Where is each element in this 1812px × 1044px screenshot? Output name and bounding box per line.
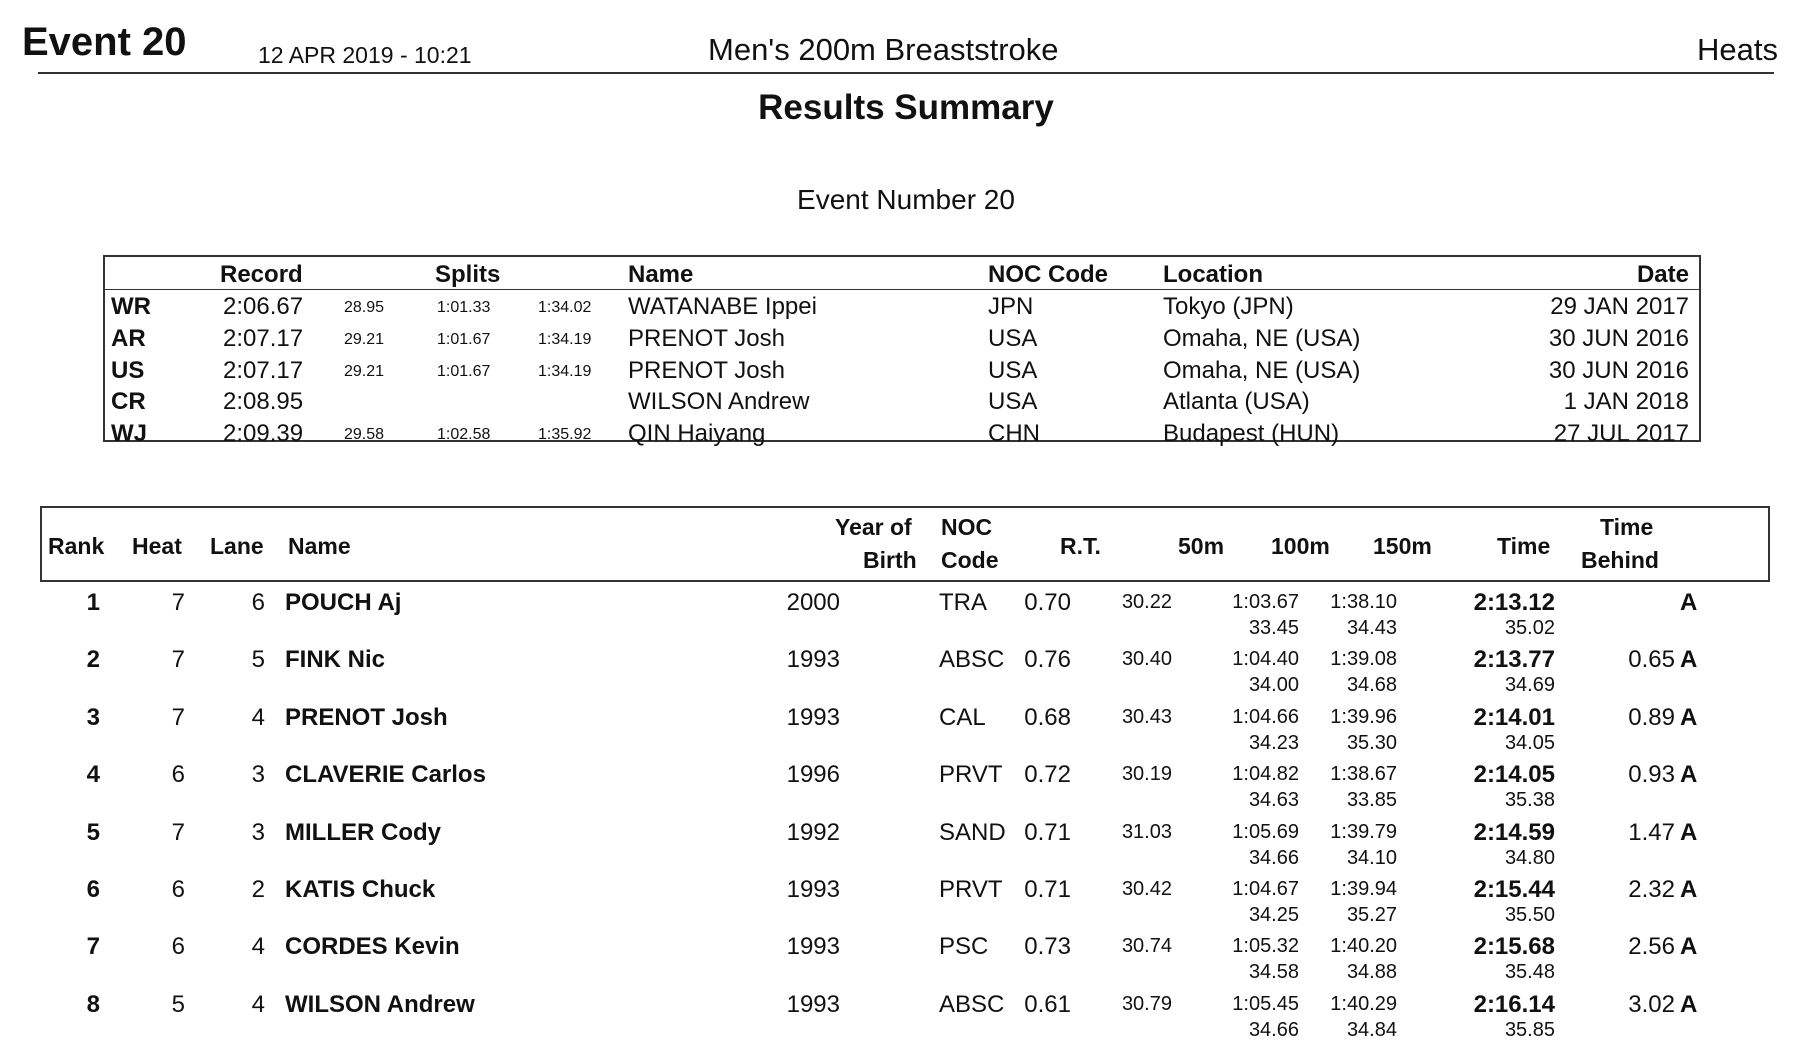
result-split-150m: 1:38.67 [1330, 763, 1397, 786]
record-noc: JPN [988, 293, 1034, 320]
records-header-splits: Splits [435, 261, 501, 288]
result-diff-time: 34.05 [1504, 731, 1555, 754]
record-location: Budapest (HUN) [1163, 420, 1340, 448]
result-split-100m: 1:03.67 [1232, 591, 1299, 613]
result-rank: 4 [86, 761, 100, 789]
record-time: 2:07.17 [223, 324, 304, 352]
record-date: 1 JAN 2018 [1563, 388, 1689, 416]
col-150m: 150m [1373, 533, 1432, 559]
result-rank: 7 [86, 933, 100, 961]
col-behind-line1: Time [1600, 514, 1654, 540]
record-row [105, 418, 1699, 450]
result-time-behind: 2.32 [1628, 876, 1675, 903]
col-behind-line2: Behind [1581, 547, 1659, 573]
result-name: CORDES Kevin [285, 933, 460, 961]
result-diff-100m: 34.66 [1248, 846, 1299, 869]
record-split-100: 1:02.58 [437, 426, 491, 444]
result-row [40, 642, 1770, 699]
result-reaction-time: 0.61 [1024, 990, 1071, 1018]
result-qualifier: A [1680, 990, 1698, 1018]
record-time: 2:06.67 [223, 293, 304, 320]
record-split-100: 1:01.67 [437, 330, 491, 348]
records-table [103, 255, 1701, 448]
result-time-behind: 3.02 [1628, 990, 1675, 1018]
result-qualifier: A [1680, 589, 1698, 616]
result-qualifier: A [1680, 818, 1698, 846]
result-name: KATIS Chuck [285, 876, 436, 903]
record-location: Atlanta (USA) [1163, 388, 1310, 416]
col-name: Name [288, 533, 351, 559]
result-heat: 6 [171, 933, 185, 961]
result-diff-150m: 33.85 [1346, 789, 1397, 812]
result-split-100m: 1:04.66 [1232, 705, 1299, 728]
record-noc: USA [988, 356, 1038, 384]
result-split-150m: 1:39.79 [1330, 820, 1397, 843]
result-noc: ABSC [939, 990, 1005, 1018]
result-year-of-birth: 1992 [786, 818, 840, 846]
result-heat: 7 [171, 703, 185, 731]
result-time-behind: 2.56 [1628, 933, 1675, 961]
result-split-100m: 1:05.69 [1232, 820, 1299, 843]
result-time-behind: 0.93 [1628, 761, 1675, 789]
result-time: 2:15.68 [1473, 933, 1555, 961]
result-heat: 6 [171, 876, 185, 903]
record-code: WJ [111, 420, 147, 448]
result-diff-100m: 34.23 [1248, 731, 1299, 754]
result-diff-time: 34.80 [1504, 846, 1555, 869]
result-reaction-time: 0.76 [1024, 646, 1071, 674]
col-lane: Lane [210, 533, 264, 559]
result-name: CLAVERIE Carlos [285, 761, 486, 789]
col-rank: Rank [48, 533, 105, 559]
result-year-of-birth: 2000 [786, 589, 840, 616]
result-diff-100m: 34.58 [1248, 961, 1299, 984]
page-subtitle: Results Summary [758, 88, 1054, 127]
result-heat: 7 [171, 818, 185, 846]
result-split-150m: 1:40.20 [1330, 935, 1397, 958]
result-time: 2:13.77 [1473, 646, 1555, 674]
result-name: FINK Nic [285, 646, 386, 674]
result-rank: 8 [86, 990, 100, 1018]
result-qualifier: A [1680, 646, 1698, 674]
record-split-150: 1:34.19 [538, 362, 592, 380]
record-date: 27 JUL 2017 [1553, 420, 1689, 448]
record-row [105, 323, 1699, 355]
result-row [40, 700, 1770, 757]
record-split-150: 1:34.19 [538, 330, 592, 348]
result-diff-150m: 34.84 [1346, 1018, 1397, 1041]
record-holder-name: WATANABE Ippei [628, 293, 817, 320]
result-year-of-birth: 1993 [786, 933, 840, 961]
record-date: 29 JAN 2017 [1550, 293, 1689, 320]
result-split-50m: 30.22 [1121, 591, 1172, 613]
col-50m: 50m [1178, 533, 1225, 559]
results-table-header [40, 506, 1770, 582]
records-header-record: Record [220, 261, 303, 288]
record-date: 30 JUN 2016 [1548, 324, 1689, 352]
event-datetime: 12 APR 2019 - 10:21 [258, 42, 472, 68]
result-diff-150m: 34.68 [1346, 674, 1397, 697]
record-split-100: 1:01.67 [437, 362, 491, 380]
record-split-150: 1:35.92 [538, 426, 592, 444]
result-lane: 3 [251, 761, 265, 789]
result-lane: 5 [251, 646, 265, 674]
event-number: Event Number 20 [797, 184, 1015, 215]
records-header-divider [105, 289, 1699, 290]
records-header-location: Location [1163, 261, 1263, 288]
result-noc: TRA [939, 589, 987, 616]
result-rank: 1 [86, 589, 100, 616]
record-split-50: 29.21 [344, 330, 385, 348]
result-noc: ABSC [939, 646, 1005, 674]
result-diff-100m: 34.25 [1248, 904, 1299, 926]
record-row [105, 355, 1699, 387]
result-diff-150m: 34.43 [1346, 617, 1397, 639]
record-holder-name: WILSON Andrew [628, 388, 810, 416]
result-time: 2:13.12 [1473, 589, 1555, 616]
result-name: PRENOT Josh [285, 703, 448, 731]
result-reaction-time: 0.68 [1024, 703, 1071, 731]
result-split-50m: 30.43 [1121, 705, 1172, 728]
result-split-50m: 30.19 [1121, 763, 1172, 786]
result-time: 2:14.01 [1473, 703, 1555, 731]
result-name: POUCH Aj [285, 589, 402, 616]
result-rank: 5 [86, 818, 100, 846]
result-rank: 2 [86, 646, 100, 674]
result-diff-time: 35.02 [1504, 617, 1555, 639]
result-diff-100m: 34.66 [1248, 1018, 1299, 1041]
result-row [40, 757, 1770, 814]
result-rank: 6 [86, 876, 100, 903]
record-noc: CHN [988, 420, 1040, 448]
result-name: WILSON Andrew [285, 990, 475, 1018]
col-heat: Heat [132, 533, 182, 559]
col-yob-line1: Year of [835, 514, 912, 540]
record-split-50: 28.95 [344, 299, 385, 316]
result-split-100m: 1:04.82 [1232, 763, 1299, 786]
result-name: MILLER Cody [285, 818, 441, 846]
result-split-100m: 1:05.45 [1232, 992, 1299, 1015]
result-diff-time: 35.85 [1504, 1018, 1555, 1041]
result-split-100m: 1:05.32 [1232, 935, 1299, 958]
result-noc: CAL [939, 703, 986, 731]
result-split-50m: 30.79 [1121, 992, 1172, 1015]
result-diff-150m: 34.10 [1346, 846, 1397, 869]
result-split-100m: 1:04.40 [1232, 648, 1299, 671]
record-time: 2:07.17 [223, 356, 304, 384]
result-split-150m: 1:39.08 [1330, 648, 1397, 671]
event-label: Event 20 [22, 20, 187, 64]
result-diff-time: 35.48 [1504, 961, 1555, 984]
record-code: US [111, 356, 145, 384]
result-split-100m: 1:04.67 [1232, 878, 1299, 900]
record-location: Omaha, NE (USA) [1163, 324, 1361, 352]
result-lane: 3 [251, 818, 265, 846]
result-diff-time: 34.69 [1504, 674, 1555, 697]
result-diff-100m: 33.45 [1248, 617, 1299, 639]
result-diff-150m: 35.27 [1346, 904, 1397, 926]
record-time: 2:09.39 [223, 420, 304, 448]
col-rt: R.T. [1060, 533, 1101, 559]
result-row [40, 872, 1770, 929]
result-split-50m: 30.74 [1121, 935, 1172, 958]
result-year-of-birth: 1996 [786, 761, 840, 789]
result-time: 2:14.59 [1473, 818, 1555, 846]
result-time: 2:15.44 [1473, 876, 1555, 903]
result-heat: 7 [171, 646, 185, 674]
result-heat: 6 [171, 761, 185, 789]
result-qualifier: A [1680, 876, 1698, 903]
result-split-50m: 31.03 [1121, 820, 1172, 843]
result-year-of-birth: 1993 [786, 876, 840, 903]
result-time: 2:14.05 [1473, 761, 1555, 789]
result-row [40, 585, 1770, 642]
result-noc: PRVT [939, 876, 1003, 903]
col-yob-line2: Birth [863, 547, 917, 573]
result-lane: 2 [251, 876, 265, 903]
result-noc: PRVT [939, 761, 1003, 789]
result-split-150m: 1:38.10 [1330, 591, 1397, 613]
record-holder-name: QIN Haiyang [628, 420, 766, 448]
result-row [40, 929, 1770, 986]
result-year-of-birth: 1993 [786, 646, 840, 674]
result-row [40, 815, 1770, 872]
result-rank: 3 [86, 703, 100, 731]
result-reaction-time: 0.70 [1024, 589, 1071, 616]
record-noc: USA [988, 324, 1038, 352]
result-split-50m: 30.40 [1121, 648, 1172, 671]
result-time: 2:16.14 [1473, 990, 1555, 1018]
record-noc: USA [988, 388, 1038, 416]
result-lane: 4 [251, 703, 265, 731]
result-noc: PSC [939, 933, 989, 961]
records-header-noc: NOC Code [988, 261, 1108, 288]
result-diff-150m: 35.30 [1346, 731, 1397, 754]
record-holder-name: PRENOT Josh [628, 324, 785, 352]
result-lane: 4 [251, 933, 265, 961]
result-year-of-birth: 1993 [786, 703, 840, 731]
result-year-of-birth: 1993 [786, 990, 840, 1018]
record-location: Tokyo (JPN) [1163, 293, 1294, 320]
record-location: Omaha, NE (USA) [1163, 356, 1361, 384]
records-header-date: Date [1636, 261, 1689, 288]
record-code: WR [111, 293, 151, 320]
result-diff-time: 35.50 [1504, 904, 1555, 926]
result-time-behind: 1.47 [1628, 818, 1675, 846]
result-diff-time: 35.38 [1504, 789, 1555, 812]
result-lane: 4 [251, 990, 265, 1018]
result-reaction-time: 0.71 [1024, 818, 1071, 846]
header-divider [38, 72, 1774, 74]
result-split-150m: 1:39.94 [1330, 878, 1397, 900]
result-split-150m: 1:39.96 [1330, 705, 1397, 728]
result-diff-100m: 34.63 [1248, 789, 1299, 812]
result-lane: 6 [251, 589, 265, 616]
result-reaction-time: 0.72 [1024, 761, 1071, 789]
record-code: AR [111, 324, 146, 352]
record-row [105, 291, 1699, 323]
result-reaction-time: 0.73 [1024, 933, 1071, 961]
result-qualifier: A [1680, 761, 1698, 789]
record-date: 30 JUN 2016 [1548, 356, 1689, 384]
result-reaction-time: 0.71 [1024, 876, 1071, 903]
col-100m: 100m [1271, 533, 1330, 559]
event-title: Men's 200m Breaststroke [708, 32, 1059, 67]
result-time-behind: 0.65 [1628, 646, 1675, 674]
result-noc: SAND [939, 818, 1006, 846]
record-split-50: 29.21 [344, 362, 385, 380]
record-split-100: 1:01.33 [437, 299, 491, 316]
record-row [105, 386, 1699, 418]
record-split-150: 1:34.02 [538, 299, 592, 316]
result-diff-150m: 34.88 [1346, 961, 1397, 984]
event-stage: Heats [1697, 32, 1778, 67]
record-holder-name: PRENOT Josh [628, 356, 785, 384]
col-noc-line1: NOC [941, 514, 993, 540]
record-time: 2:08.95 [223, 388, 304, 416]
col-time: Time [1497, 533, 1551, 559]
col-noc-line2: Code [941, 547, 999, 573]
result-diff-100m: 34.00 [1248, 674, 1299, 697]
record-split-50: 29.58 [344, 426, 385, 444]
result-time-behind: 0.89 [1628, 703, 1675, 731]
result-qualifier: A [1680, 933, 1698, 961]
result-qualifier: A [1680, 703, 1698, 731]
result-row [40, 987, 1770, 1044]
record-code: CR [111, 388, 146, 416]
result-heat: 5 [171, 990, 185, 1018]
result-heat: 7 [171, 589, 185, 616]
result-split-50m: 30.42 [1121, 878, 1172, 900]
result-split-150m: 1:40.29 [1330, 992, 1397, 1015]
records-header-name: Name [628, 261, 694, 288]
